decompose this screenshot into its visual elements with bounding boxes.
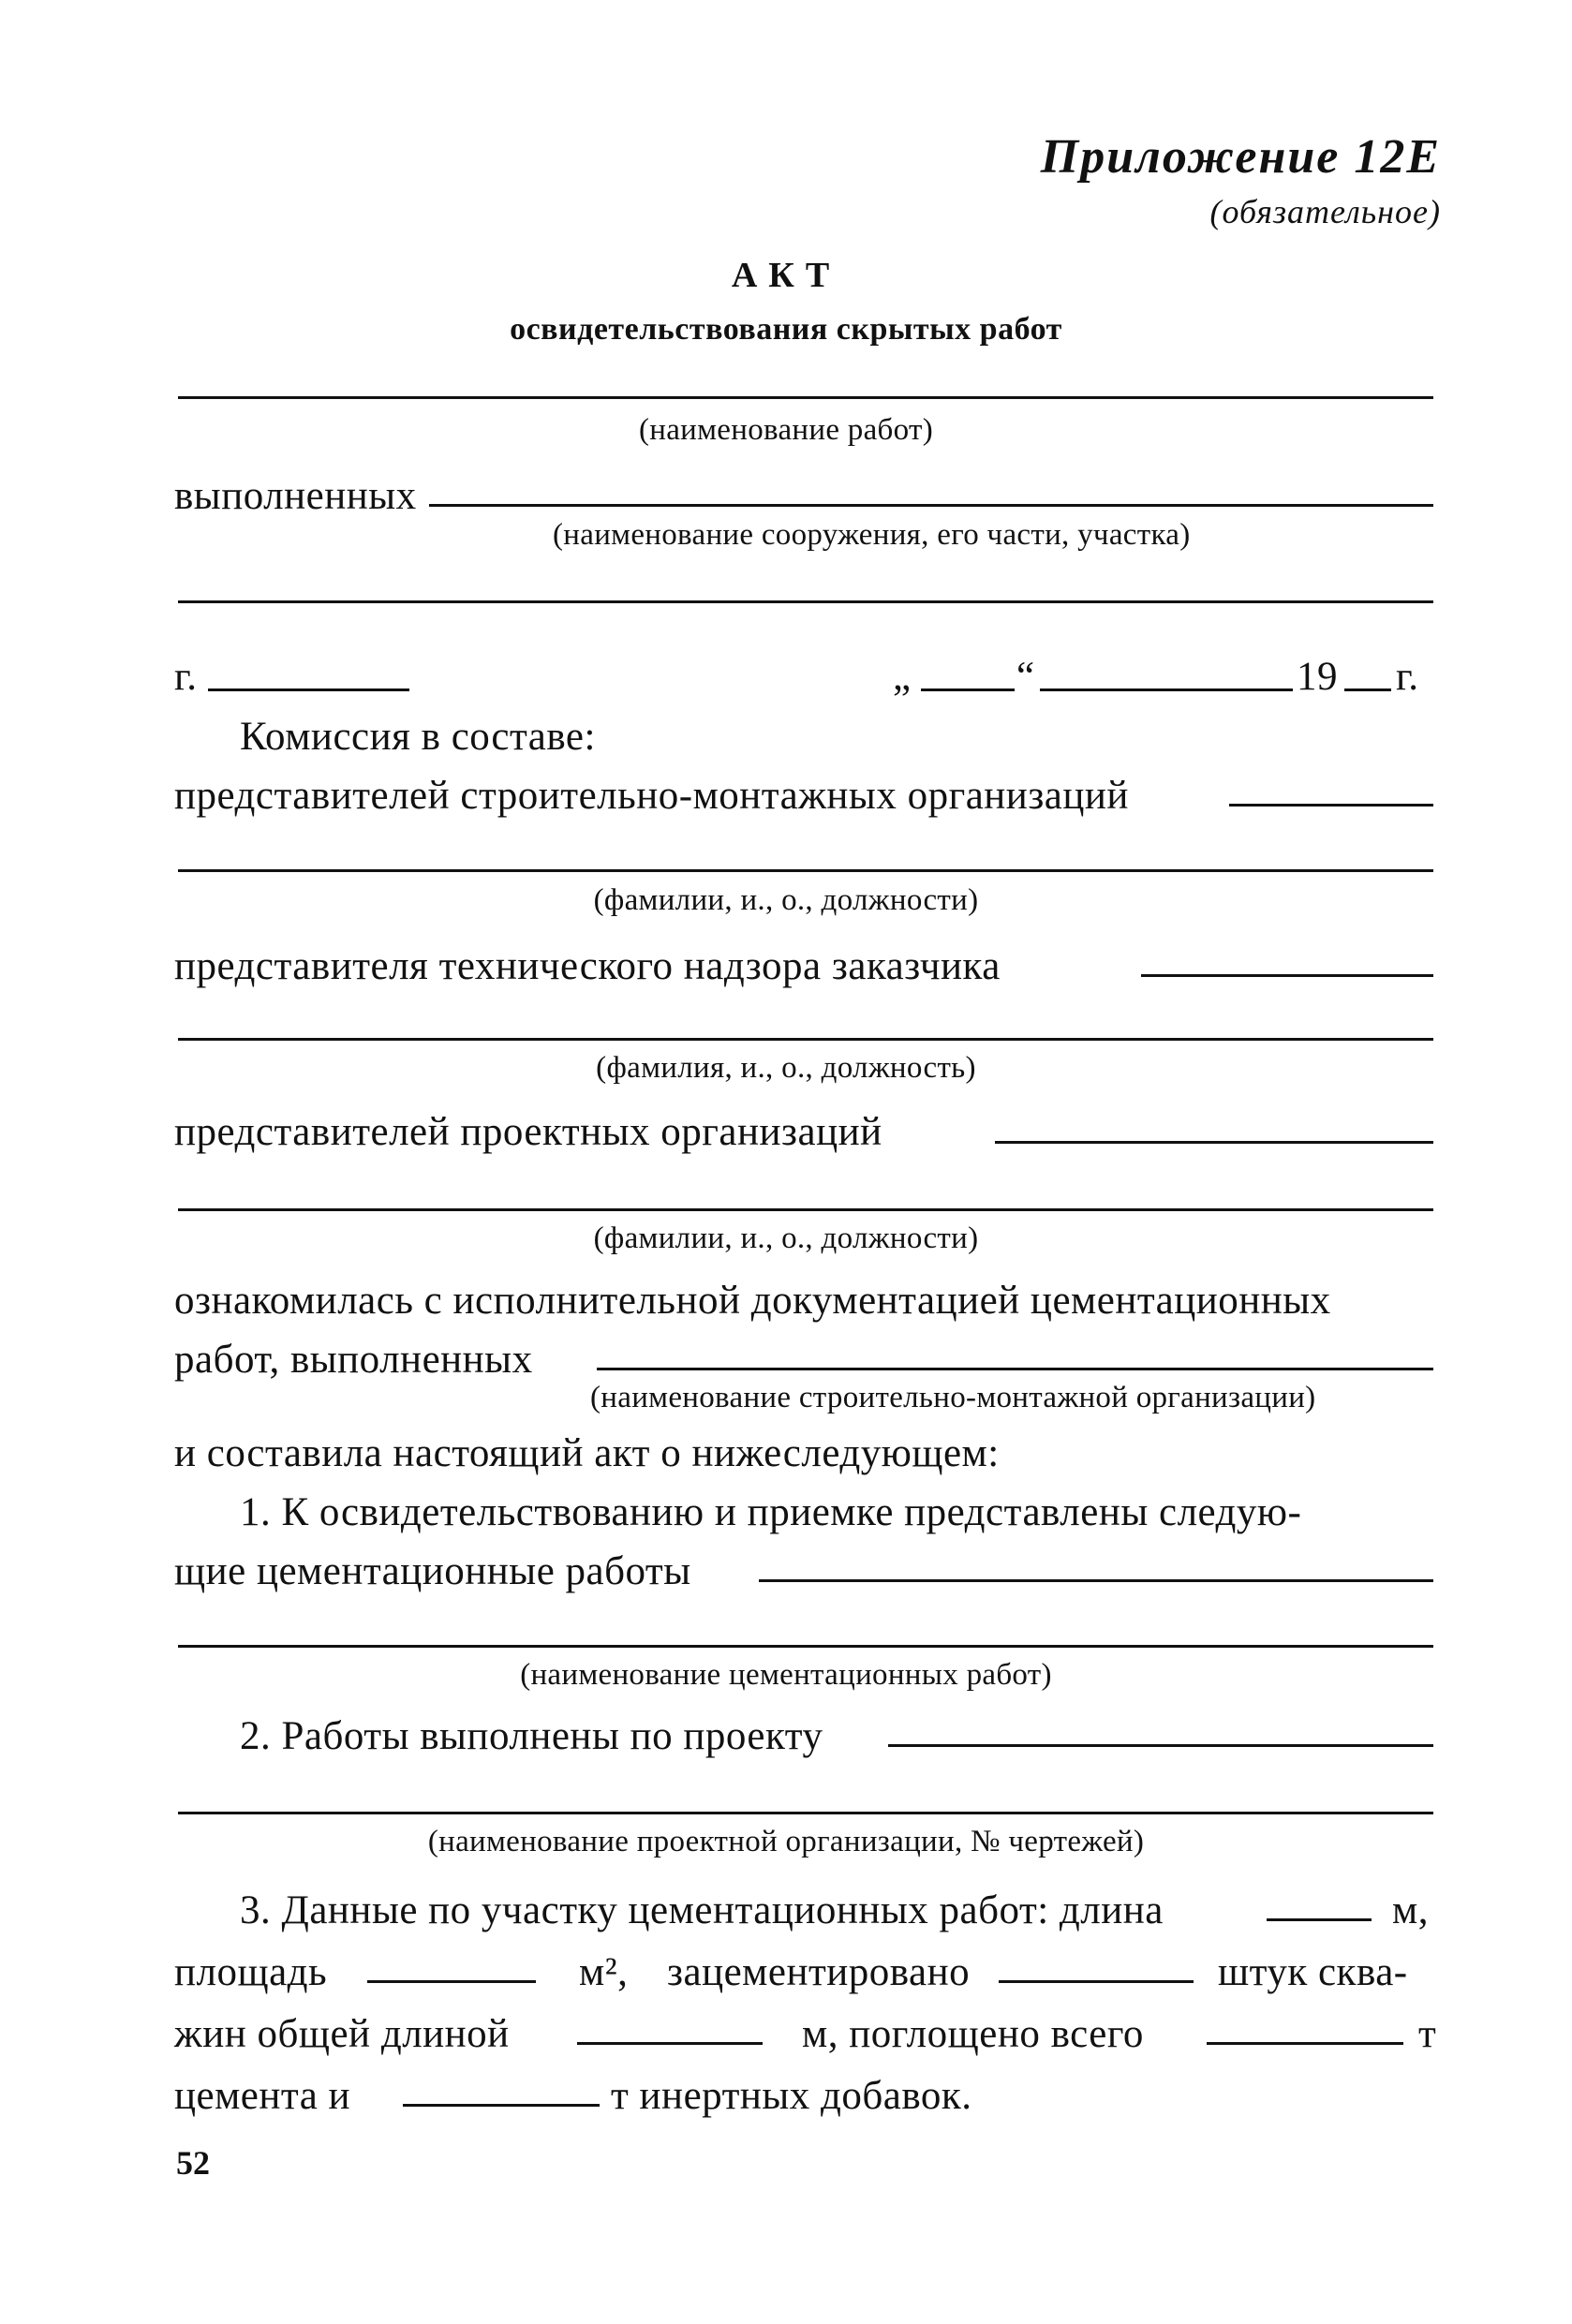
works-name-line[interactable] — [178, 396, 1433, 399]
date-close-quote: “ — [1016, 655, 1035, 699]
appendix-subtitle: (обязательное) — [1209, 193, 1441, 230]
design-project-continuation-line[interactable] — [178, 1812, 1433, 1814]
item1-line1: 1. К освидетельствованию и приемке представлены следую- — [240, 1490, 1302, 1534]
appendix-title: Приложение 12Е — [1040, 130, 1441, 184]
contractor-org-field[interactable] — [597, 1368, 1433, 1370]
total-length-field[interactable] — [577, 2042, 763, 2045]
executed-label: выполненных — [174, 474, 417, 518]
item3-line1-label: 3. Данные по участку цементационных работ: длина — [240, 1888, 1164, 1932]
year-prefix: 19 — [1297, 655, 1338, 699]
month-field[interactable] — [1040, 688, 1293, 691]
act-subtitle: освидетельствования скрытых работ — [510, 312, 1062, 347]
grouted-wells-field[interactable] — [999, 1980, 1194, 1983]
supervisor-rep-continuation-line[interactable] — [178, 1038, 1433, 1041]
builders-reps-continuation-line[interactable] — [178, 869, 1433, 872]
total-length-label: жин общей длиной — [174, 2012, 510, 2056]
designer-reps-label: представителей проектных организаций — [174, 1110, 882, 1154]
cement-works-continuation-line[interactable] — [178, 1645, 1433, 1648]
cement-works-field[interactable] — [759, 1579, 1433, 1582]
commission-label: Комиссия в составе: — [240, 715, 596, 759]
length-field[interactable] — [1267, 1918, 1372, 1921]
length-unit: м, — [1392, 1888, 1429, 1932]
cement-absorbed-field[interactable] — [1207, 2042, 1403, 2045]
item2-text: 2. Работы выполнены по проекту — [240, 1714, 823, 1758]
act-title: АКТ — [731, 256, 841, 295]
item1-line2: щие цементационные работы — [174, 1549, 691, 1593]
date-open-quote: „ — [893, 655, 912, 699]
inert-additives-label: т инертных добавок. — [611, 2074, 972, 2118]
supervisor-rep-label: представителя технического надзора заказчика — [174, 944, 1001, 988]
day-field[interactable] — [921, 688, 1015, 691]
builders-reps-label: представителей строительно-монтажных организаций — [174, 774, 1129, 818]
inert-additives-field[interactable] — [403, 2104, 600, 2107]
city-field[interactable] — [208, 688, 409, 691]
absorbed-label: м, поглощено всего — [802, 2012, 1144, 2056]
supervisor-rep-caption: (фамилия, и., о., должность) — [596, 1051, 976, 1085]
grouted-label: зацементировано — [667, 1950, 971, 1994]
builders-reps-caption: (фамилии, и., о., должности) — [593, 883, 979, 917]
area-field[interactable] — [367, 1980, 536, 1983]
designer-reps-continuation-line[interactable] — [178, 1208, 1433, 1211]
builders-reps-field[interactable] — [1229, 804, 1433, 807]
area-label: площадь — [174, 1950, 328, 1994]
designer-reps-caption: (фамилии, и., о., должности) — [593, 1221, 979, 1255]
structure-name-field[interactable] — [429, 504, 1433, 507]
reviewed-text-line2: работ, выполненных — [174, 1338, 533, 1382]
composed-text: и составила настоящий акт о нижеследующем: — [174, 1431, 1000, 1475]
area-unit: м², — [579, 1950, 629, 1994]
cement-unit: т — [1418, 2012, 1437, 2056]
page-number: 52 — [176, 2144, 210, 2182]
supervisor-rep-field[interactable] — [1141, 974, 1433, 977]
contractor-org-caption: (наименование строительно-монтажной организации) — [590, 1381, 1316, 1414]
structure-name-caption: (наименование сооружения, его части, участка) — [553, 518, 1191, 552]
cement-works-caption: (наименование цементационных работ) — [520, 1658, 1052, 1692]
year-suffix: г. — [1396, 655, 1419, 699]
city-label: г. — [174, 655, 198, 699]
wells-unit: штук сква- — [1218, 1950, 1408, 1994]
designer-reps-field[interactable] — [995, 1141, 1433, 1144]
structure-name-continuation-line[interactable] — [178, 600, 1433, 603]
reviewed-text-line1: ознакомилась с исполнительной документацией цементационных — [174, 1279, 1331, 1323]
cement-and-label: цемента и — [174, 2074, 351, 2118]
year-field[interactable] — [1344, 688, 1391, 691]
works-name-caption: (наименование работ) — [638, 413, 934, 447]
design-org-caption: (наименование проектной организации, № чертежей) — [427, 1825, 1145, 1858]
design-project-field[interactable] — [888, 1744, 1433, 1747]
